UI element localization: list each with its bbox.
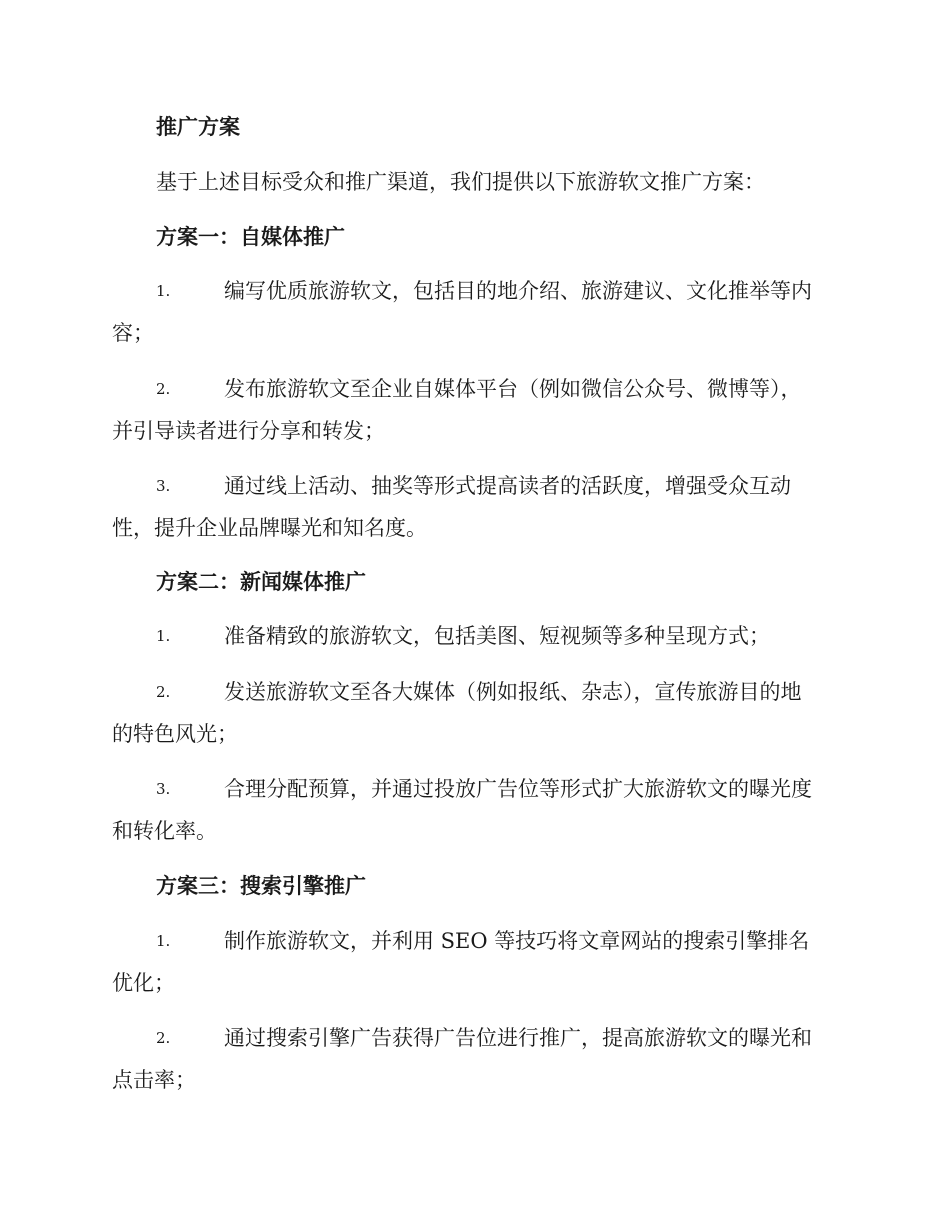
plan-title: 方案二：新闻媒体推广 xyxy=(156,569,366,594)
list-item-text: 编写优质旅游软文，包括目的地介绍、旅游建议、文化推举等内 xyxy=(224,279,812,303)
list-item-number: 3. xyxy=(156,780,171,798)
list-item-number: 1. xyxy=(156,627,171,645)
list-item-number: 2. xyxy=(156,380,171,398)
list-item-text-continued: 并引导读者进行分享和转发； xyxy=(112,419,385,443)
list-item-text-continued: 点击率； xyxy=(112,1068,196,1092)
list-item-number: 1. xyxy=(156,282,171,300)
list-item-text: 发送旅游软文至各大媒体（例如报纸、杂志），宣传旅游目的地 xyxy=(224,680,802,704)
list-item-text-continued: 优化； xyxy=(112,971,175,995)
list-item-text: 通过搜索引擎广告获得广告位进行推广，提高旅游软文的曝光和 xyxy=(224,1026,812,1050)
plan-title: 方案三：搜索引擎推广 xyxy=(156,873,366,898)
list-item-text: 准备精致的旅游软文，包括美图、短视频等多种呈现方式； xyxy=(224,624,770,648)
list-item-text-continued: 性，提升企业品牌曝光和知名度。 xyxy=(112,516,427,540)
list-item-text: 发布旅游软文至企业自媒体平台（例如微信公众号、微博等）， xyxy=(224,377,802,401)
plan-title: 方案一：自媒体推广 xyxy=(156,224,345,249)
list-item-text-continued: 的特色风光； xyxy=(112,722,238,746)
list-item-text-continued: 和转化率。 xyxy=(112,819,217,843)
list-item-number: 3. xyxy=(156,477,171,495)
list-item-text: 制作旅游软文，并利用 SEO 等技巧将文章网站的搜索引擎排名 xyxy=(224,929,810,953)
list-item-number: 1. xyxy=(156,932,171,950)
section-title: 推广方案 xyxy=(156,114,240,139)
list-item-text: 合理分配预算，并通过投放广告位等形式扩大旅游软文的曝光度 xyxy=(224,777,812,801)
intro-paragraph: 基于上述目标受众和推广渠道，我们提供以下旅游软文推广方案： xyxy=(156,170,765,194)
list-item-text: 通过线上活动、抽奖等形式提高读者的活跃度，增强受众互动 xyxy=(224,474,791,498)
list-item-number: 2. xyxy=(156,1029,171,1047)
list-item-number: 2. xyxy=(156,683,171,701)
list-item-text-continued: 容； xyxy=(112,321,154,345)
